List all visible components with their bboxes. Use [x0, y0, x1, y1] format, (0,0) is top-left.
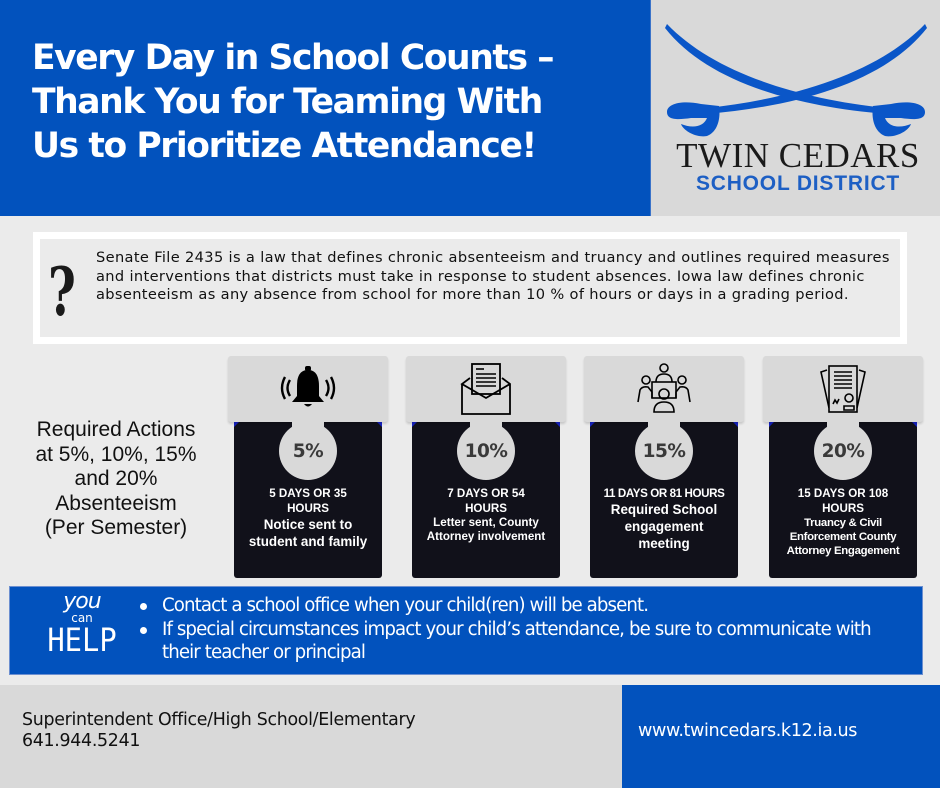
days-threshold: 11 DAYS OR 81 HOURS: [603, 487, 725, 500]
title-line: Every Day in School Counts –: [32, 38, 554, 78]
days-threshold: 5 DAYS OR 35 HOURS: [269, 487, 347, 515]
label-line: at 5%, 10%, 15%: [35, 442, 197, 466]
percent-badge: 10%: [457, 422, 515, 480]
percent-badge: 15%: [635, 422, 693, 480]
label-line: (Per Semester): [44, 516, 188, 539]
office-name: Superintendent Office/High School/Elementary: [22, 710, 416, 730]
bell-ringing-icon: [278, 362, 338, 416]
help-item: Contact a school office when your child(ren) will be absent.: [138, 594, 898, 618]
action-text: Letter sent, County Attorney involvement: [426, 516, 546, 543]
label-line: Required Actions: [36, 418, 196, 441]
info-box: [33, 232, 907, 344]
title-line: Thank You for Teaming With: [32, 82, 542, 122]
envelope-letter-icon: [456, 362, 516, 416]
meeting-people-icon: [634, 362, 694, 416]
required-actions-label: [8, 418, 224, 541]
crossed-sabers-icon: [651, 0, 940, 140]
action-text: Notice sent to student and family: [248, 517, 368, 549]
help-item: If special circumstances impact your child’s attendance, be sure to communicate with their teacher or principal: [138, 618, 898, 665]
info-text: Senate File 2435 is a law that defines chronic absenteeism and truancy and outlines required measures and interventions that districts must take in response to student absences. Iowa law defines chronic absenteeism as any absence from school for more than 10 % of hours or days in a grading period.: [96, 249, 890, 304]
help-list: [138, 594, 898, 665]
footer-website: [622, 685, 940, 788]
days-threshold: 15 DAYS OR 108 HOURS: [797, 487, 889, 515]
logo-subtitle: SCHOOL DISTRICT: [695, 172, 901, 195]
percent-badge: 20%: [814, 422, 872, 480]
action-text: Required School engagement meeting: [610, 502, 718, 551]
you-can-help-badge: you can HELP: [47, 589, 117, 659]
days-threshold: 7 DAYS OR 54 HOURS: [447, 487, 525, 515]
action-card-20: [763, 356, 923, 578]
logo-name: TWIN CEDARS: [676, 136, 920, 175]
percent-badge: 5%: [279, 422, 337, 480]
header-banner: [0, 0, 650, 216]
action-card-15: [584, 356, 744, 578]
question-mark-icon: ?: [48, 253, 76, 331]
footer-contact: [0, 685, 622, 788]
action-text: Truancy & Civil Enforcement County Attorney Engagement: [786, 517, 900, 557]
website-link[interactable]: www.twincedars.k12.ia.us: [638, 721, 858, 741]
district-logo: [650, 0, 940, 216]
action-card-5: [228, 356, 388, 578]
legal-document-stamp-icon: [813, 362, 873, 416]
action-card-10: [406, 356, 566, 578]
page-title: [32, 36, 632, 168]
you-can-help-bar: [9, 586, 923, 675]
title-line: Us to Prioritize Attendance!: [32, 126, 536, 166]
label-line: and 20%: [74, 467, 158, 490]
phone-number[interactable]: 641.944.5241: [22, 731, 141, 751]
label-line: Absenteeism: [55, 491, 177, 515]
